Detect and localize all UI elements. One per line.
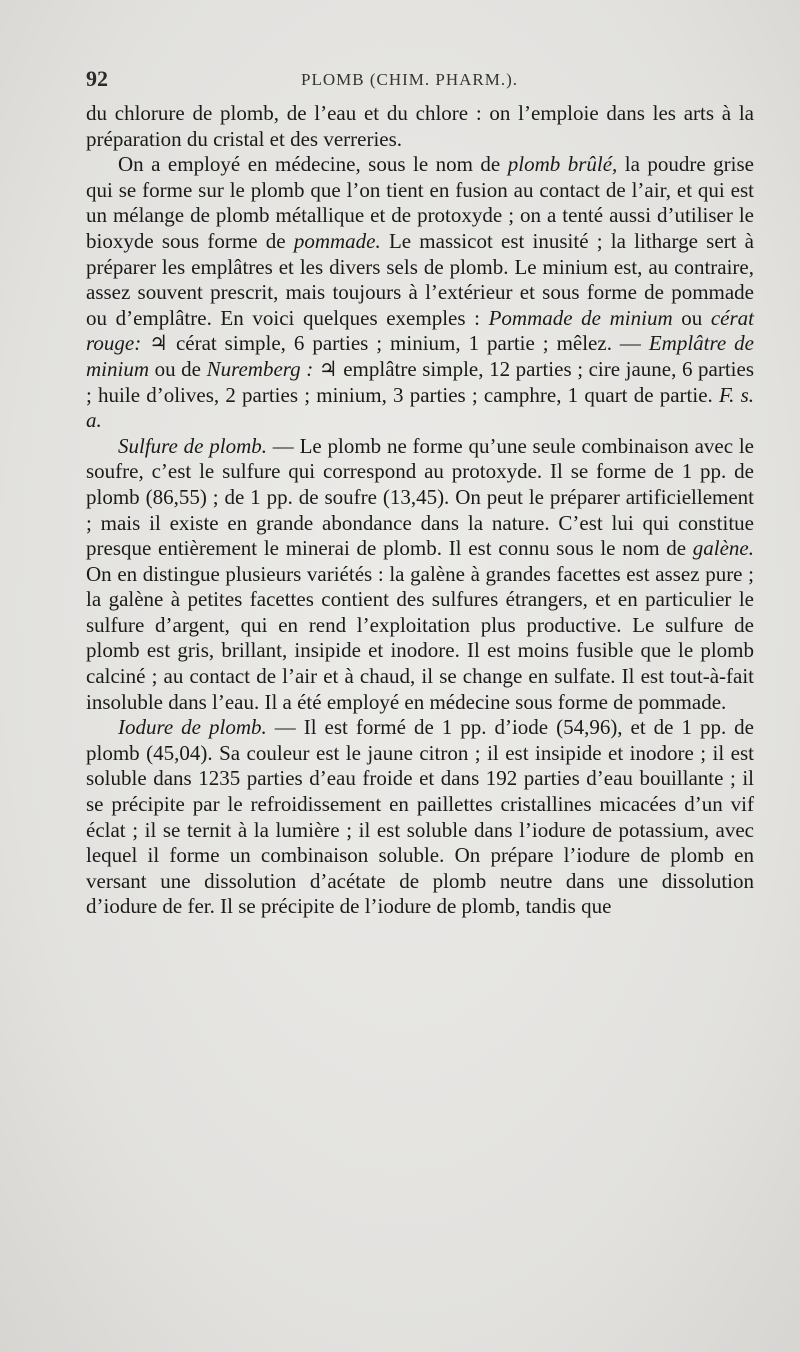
italic-run: galène. [692,536,754,561]
page-number: 92 [86,66,108,91]
paragraph [86,715,754,920]
italic-run: Sulfure de plomb. [118,433,268,458]
paragraph [86,152,754,434]
text-run: On en distingue plusieurs variétés : la galène à grandes facettes est assez pure ; la galène à petites facettes contient des sulfures étrangers, et en particulier le sulfure d’argent, qui en rend l’exploitation plus productive. Le sulfure de plomb est gris, brillant, insipide et inodore. Il est moins fusible que le plomb calciné ; au contact de l’air et à chaud, il se change en sulfate. Il est tout-à-fait insoluble dans l’eau. Il a été employé en médecine sous forme de pommade. [86,561,754,714]
text-run: ♃ emplâtre simple, 12 parties ; cire jaune, 6 parties ; huile d’olives, 2 parties ; minium, 3 parties ; camphre, 1 quart de partie. [86,356,755,407]
text-run: — Le plomb ne forme qu’une seule combinaison avec le soufre, c’est le sulfure qui correspond au protoxyde. Il se forme de 1 pp. de plomb (86,55) ; de 1 pp. de soufre (13,45). On peut le préparer artificiellement ; mais il existe en grande abondance dans la nature. C’est lui qui constitue presque entièrement le minerai de plomb. Il est connu sous le nom de [86,433,754,561]
italic-run: cérat rouge: [86,305,755,356]
italic-run: Emplâtre de minium [86,331,755,381]
text-run: la poudre grise qui se forme sur le plomb que l’on tient en fusion au contact de l’air, et qui est un mélange de plomb métallique et de protoxyde ; on a tenté aussi d’utiliser le bioxyde sous forme de [86,152,755,253]
paragraph [86,101,754,152]
paragraph [86,434,754,716]
text-run: Le massicot est inusité ; la litharge sert à préparer les emplâtres et les divers sels de plomb. Le minium est, au contraire, assez souvent prescrit, mais toujours à l’extérieur et sous forme de pommade ou d’emplâtre. En voici quelques exemples : [86,228,755,330]
text-run: ♃ cérat simple, 6 parties ; minium, 1 partie ; mêlez. — [141,331,649,356]
text-run: — Il est formé de 1 pp. d’iode (54,96), et de 1 pp. de plomb (45,04). Sa couleur est le jaune citron ; il est insipide et inodore ; il est soluble dans 1235 parties d’eau froide et dans 192 parties d’eau bouillante ; il se précipite par le refroidissement en paillettes cristallines micacées d’un vif éclat ; il se ternit à la lumière ; il est soluble dans l’iodure de potassium, avec lequel il forme un combinaison soluble. On prépare l’iodure de plomb en versant une dissolution d’acétate de plomb neutre dans une dissolution d’iodure de fer. Il se précipite de l’iodure de plomb, tandis que [86,715,754,919]
text-run: ou [672,305,711,330]
italic-run: Pommade de minium [488,305,673,330]
text-run: ou de [149,356,207,381]
italic-run: pommade. [293,228,381,253]
page-header [86,66,754,96]
running-head: PLOMB (CHIM. PHARM.). [301,70,518,89]
italic-run: F. s. a. [86,382,754,433]
text-run: du chlorure de plomb, de l’eau et du chlore : on l’emploie dans les arts à la préparation du cristal et des verreries. [86,101,754,151]
italic-run: Iodure de plomb. [118,715,267,740]
text-run: On a employé en médecine, sous le nom de [118,152,508,177]
italic-run: Nuremberg : [206,356,314,381]
body-text [86,101,754,920]
italic-run: plomb brûlé, [507,152,618,177]
